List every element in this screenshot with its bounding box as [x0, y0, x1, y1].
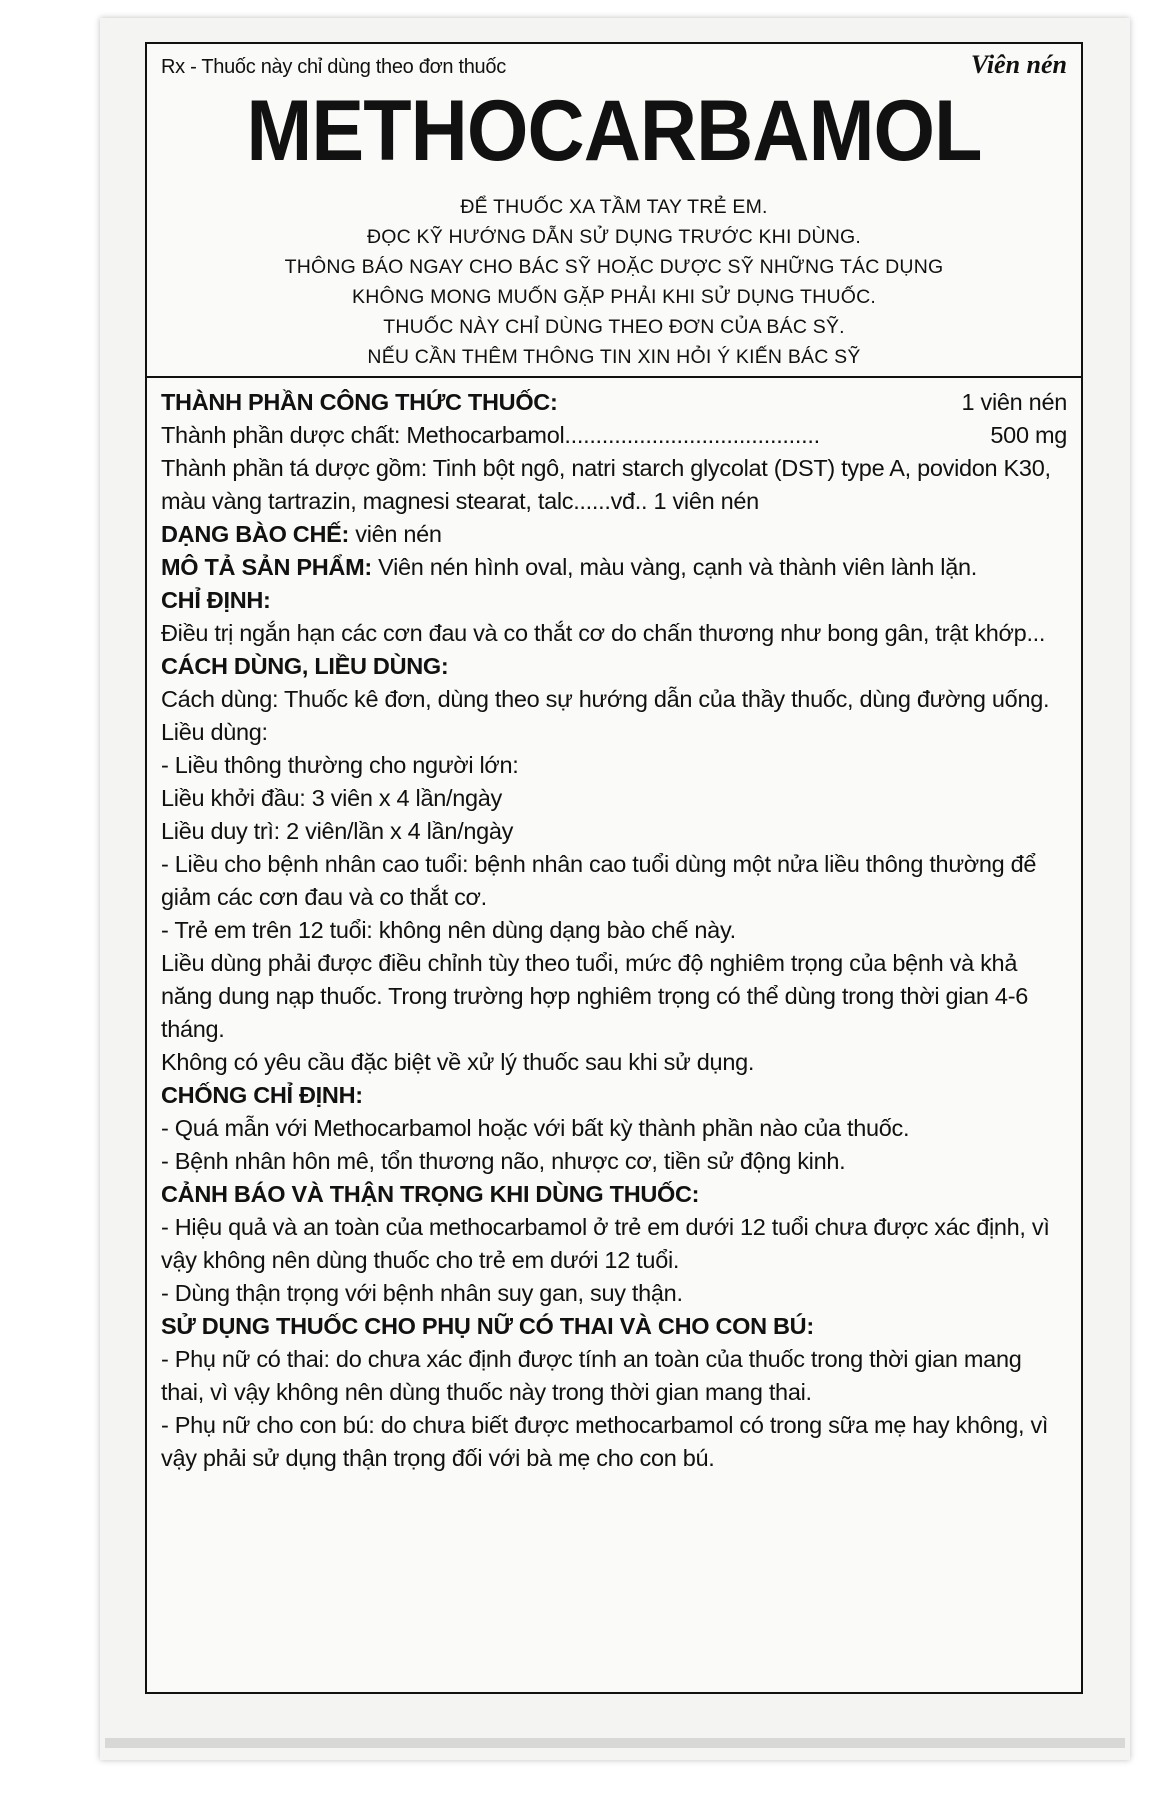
dosage-line: - Liều cho bệnh nhân cao tuổi: bệnh nhân cao tuổi dùng một nửa liều thông thường để giảm các cơn đau và co thắt cơ. — [161, 851, 1037, 910]
dosage-form-heading: DẠNG BÀO CHẾ: — [161, 521, 350, 547]
composition-heading-row — [161, 386, 1067, 419]
pregnancy-line: - Phụ nữ có thai: do chưa xác định được tính an toàn của thuốc trong thời gian mang thai, vì vậy không nên dùng thuốc này trong thời gian mang thai. — [161, 1346, 1022, 1405]
leaflet-body — [147, 378, 1081, 1475]
warning-line: THÔNG BÁO NGAY CHO BÁC SỸ HOẶC DƯỢC SỸ NHỮNG TÁC DỤNG — [284, 256, 944, 278]
indications-text: Điều trị ngắn hạn các cơn đau và co thắt cơ do chấn thương như bong gân, trật khớp... — [161, 620, 1046, 646]
warning-line: NẾU CẦN THÊM THÔNG TIN XIN HỎI Ý KIẾN BÁC SỸ — [367, 346, 861, 368]
dosage-line: Liều dùng: — [161, 719, 268, 745]
contraindications-heading: CHỐNG CHỈ ĐỊNH: — [161, 1082, 363, 1108]
description-section — [161, 551, 1067, 584]
excipients: Thành phần tá dược gồm: Tinh bột ngô, natri starch glycolat (DST) type A, povidon K30, màu vàng tartrazin, magnesi stearat, talc......vđ.. 1 viên nén — [161, 455, 1051, 514]
active-ingredient: Thành phần dược chất: Methocarbamol......................................... — [161, 422, 820, 448]
pregnancy-line: - Phụ nữ cho con bú: do chưa biết được methocarbamol có trong sữa mẹ hay không, vì vậy phải sử dụng thận trọng đối với bà mẹ cho con bú. — [161, 1412, 1049, 1471]
composition-unit: 1 viên nén — [961, 389, 1067, 415]
description-text: Viên nén hình oval, màu vàng, cạnh và thành viên lành lặn. — [371, 554, 977, 580]
dosage-heading: CÁCH DÙNG, LIỀU DÙNG: — [161, 653, 449, 679]
composition-heading: THÀNH PHẦN CÔNG THỨC THUỐC: — [161, 389, 558, 415]
drug-name: METHOCARBAMOL — [246, 83, 982, 179]
leaflet-frame — [145, 42, 1083, 1694]
dosage-line: - Liều thông thường cho người lớn: — [161, 752, 519, 778]
pregnancy-heading: SỬ DỤNG THUỐC CHO PHỤ NỮ CÓ THAI VÀ CHO CON BÚ: — [161, 1313, 814, 1339]
indications-heading: CHỈ ĐỊNH: — [161, 587, 271, 613]
warning-line: KHÔNG MONG MUỐN GẶP PHẢI KHI SỬ DỤNG THUỐC. — [352, 286, 876, 308]
precautions-heading: CẢNH BÁO VÀ THẬN TRỌNG KHI DÙNG THUỐC: — [161, 1181, 700, 1207]
dosage-line: Cách dùng: Thuốc kê đơn, dùng theo sự hướng dẫn của thầy thuốc, dùng đường uống. — [161, 686, 1050, 712]
dosage-line: Không có yêu cầu đặc biệt về xử lý thuốc sau khi sử dụng. — [161, 1049, 755, 1075]
active-ingredient-row — [161, 419, 1067, 452]
contraindication-line: - Quá mẫn với Methocarbamol hoặc với bất kỳ thành phần nào của thuốc. — [161, 1115, 910, 1141]
contraindication-line: - Bệnh nhân hôn mê, tổn thương não, nhược cơ, tiền sử động kinh. — [161, 1148, 846, 1174]
dosage-line: Liều khởi đầu: 3 viên x 4 lần/ngày — [161, 785, 502, 811]
warning-block — [147, 192, 1081, 372]
precaution-line: - Dùng thận trọng với bệnh nhân suy gan, suy thận. — [161, 1280, 683, 1306]
dosage-form-label: Viên nén — [970, 50, 1067, 79]
warning-line: ĐỂ THUỐC XA TẦM TAY TRẺ EM. — [460, 196, 768, 218]
dosage-form-section — [161, 518, 1067, 551]
dosage-line: Liều duy trì: 2 viên/lần x 4 lần/ngày — [161, 818, 514, 844]
rx-notice: Rx - Thuốc này chỉ dùng theo đơn thuốc — [161, 56, 506, 78]
warning-line: THUỐC NÀY CHỈ DÙNG THEO ĐƠN CỦA BÁC SỸ. — [383, 316, 845, 338]
warning-line: ĐỌC KỸ HƯỚNG DẪN SỬ DỤNG TRƯỚC KHI DÙNG. — [366, 226, 862, 248]
header-box — [147, 44, 1081, 378]
active-ingredient-amount: 500 mg — [990, 422, 1067, 448]
dosage-form-text: viên nén — [349, 521, 442, 547]
precaution-line: - Hiệu quả và an toàn của methocarbamol ở trẻ em dưới 12 tuổi chưa được xác định, vì vậy không nên dùng thuốc cho trẻ em dưới 12 tuổi. — [161, 1214, 1050, 1273]
sheet-shadow-edge — [105, 1738, 1125, 1748]
dosage-line: - Trẻ em trên 12 tuổi: không nên dùng dạng bào chế này. — [161, 917, 736, 943]
description-heading: MÔ TẢ SẢN PHẨM: — [161, 554, 372, 580]
dosage-line: Liều dùng phải được điều chỉnh tùy theo tuổi, mức độ nghiêm trọng của bệnh và khả năng dung nạp thuốc. Trong trường hợp nghiêm trọng có thể dùng trong thời gian 4-6 tháng. — [161, 950, 1028, 1042]
